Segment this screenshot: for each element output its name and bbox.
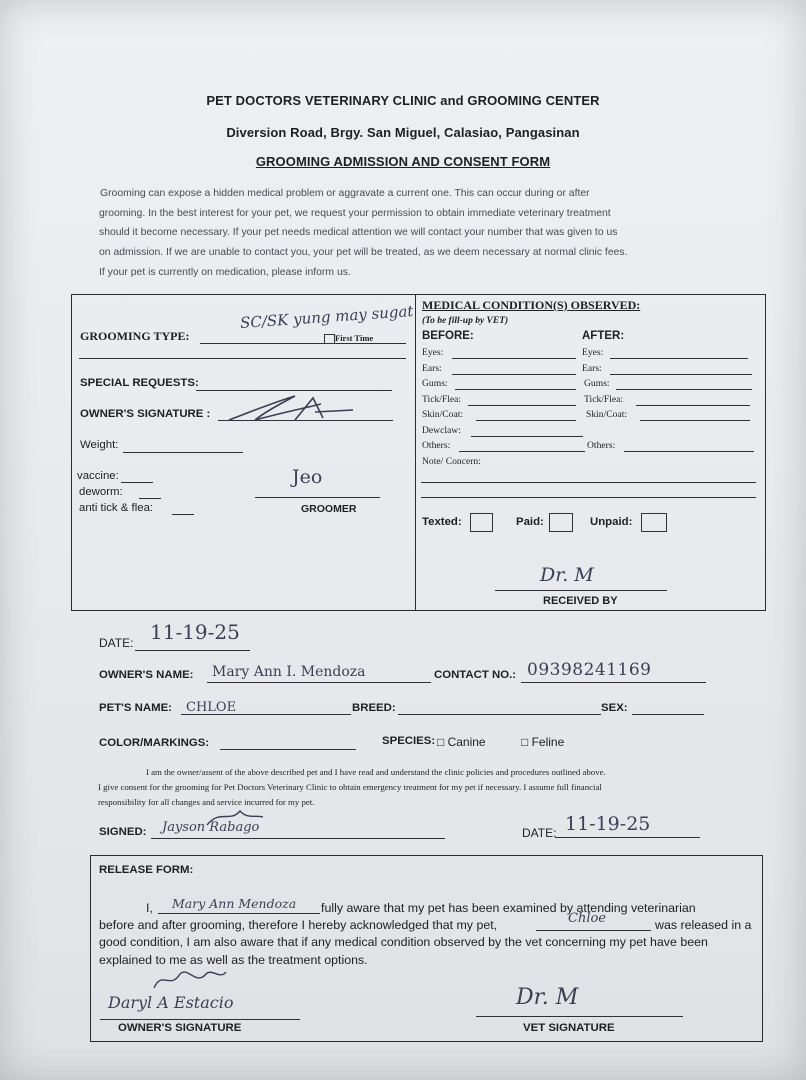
note-label: Note/ Concern: (422, 456, 481, 467)
release-title: RELEASE FORM: (99, 864, 194, 876)
contact-line (521, 682, 706, 683)
before-item: Eyes: (422, 347, 444, 358)
owner-release-line (100, 1019, 300, 1020)
after-item-line (640, 420, 750, 421)
feline-option[interactable]: □ Feline (521, 735, 565, 749)
clinic-name: PET DOCTORS VETERINARY CLINIC and GROOMING CENTER (206, 93, 600, 108)
intro-line: should it become necessary. If your pet needs medical attention we will contact your number that was given to us (99, 227, 618, 238)
unpaid-label: Unpaid: (590, 516, 633, 528)
release-pet-line (536, 930, 651, 931)
groomer-line (255, 497, 380, 498)
consent-line: I give consent for the grooming for Pet Doctors Veterinary Clinic to obtain emergency treatment for my pet if necessary. I assume full financial (98, 782, 602, 792)
first-time-label: First Time (335, 333, 374, 343)
vet-signature-line (476, 1016, 683, 1017)
sex-label: SEX: (601, 702, 628, 714)
medical-subtitle: (To be fill-up by VET) (422, 316, 509, 326)
after-item: Gums: (584, 378, 610, 389)
grooming-type-label: GROOMING TYPE: (80, 329, 190, 343)
intro-line: If your pet is currently on medication, please inform us. (99, 267, 351, 278)
release-pet-value: Chloe (568, 911, 606, 926)
release-line2b: was released in a (655, 918, 752, 932)
clinic-address: Diversion Road, Brgy. San Miguel, Calasiao, Pangasinan (226, 125, 580, 140)
weight-line (123, 452, 243, 453)
before-item-line (476, 420, 576, 421)
received-signature: Dr. M (540, 564, 594, 586)
box-divider (415, 294, 416, 610)
release-line3: good condition, I am also aware that if any medical condition observed by the vet concerning my pet have been (99, 935, 708, 949)
signed-date-label: DATE: (522, 826, 557, 840)
vaccine-label: vaccine: (77, 470, 119, 482)
form-title: GROOMING ADMISSION AND CONSENT FORM (255, 154, 551, 169)
canine-option[interactable]: □ Canine (437, 735, 486, 749)
release-line1: fully aware that my pet has been examined by attending veterinarian (321, 901, 696, 915)
after-item: Others: (587, 440, 616, 451)
before-item: Dewclaw: (422, 425, 461, 436)
before-item-line (459, 451, 585, 452)
release-owner-value: Mary Ann Mendoza (172, 896, 297, 911)
date-value: 11-19-25 (150, 620, 240, 644)
owner-release-scribble (150, 964, 230, 994)
before-item: Skin/Coat: (422, 409, 464, 420)
after-item: Ears: (582, 363, 602, 374)
texted-text: Texted: (422, 516, 462, 528)
after-item: Eyes: (582, 347, 604, 358)
sex-line (632, 714, 704, 715)
deworm-line (139, 498, 161, 499)
intro-line: Grooming can expose a hidden medical problem or aggravate a current one. This can occur during or after (100, 188, 590, 199)
paid-checkbox[interactable] (549, 513, 573, 532)
release-line4: explained to me as well as the treatment options. (99, 953, 368, 967)
before-item-line (455, 389, 576, 390)
texted-checkbox[interactable] (470, 513, 493, 532)
vet-signature: Dr. M (516, 985, 579, 1010)
unpaid-checkbox[interactable] (641, 513, 667, 532)
after-item-line (610, 374, 752, 375)
before-item-line (452, 374, 576, 375)
pet-name-value: CHLOE (186, 700, 237, 715)
texted-label (422, 516, 462, 528)
release-line2a: before and after grooming, therefore I hereby acknowledged that my pet, (99, 918, 498, 932)
before-item: Others: (422, 440, 451, 451)
grooming-type-line (200, 343, 406, 344)
intro-line: on admission. If we are unable to contact you, your pet will be treated, as we deem necessary at normal clinic fees. (99, 247, 628, 258)
received-by-label: RECEIVED BY (543, 595, 618, 607)
breed-line (398, 714, 601, 715)
release-owner-line (158, 913, 320, 914)
grooming-type-value: SC/SK yung may sugat (239, 301, 414, 333)
signed-label: SIGNED: (99, 826, 147, 838)
owner-name-value: Mary Ann I. Mendoza (212, 664, 366, 680)
vet-signature-label: VET SIGNATURE (523, 1022, 615, 1034)
consent-line: I am the owner/assent of the above described pet and I have read and understand the clinic policies and procedures outlined above. (146, 767, 606, 777)
grooming-extra-line (79, 358, 406, 359)
after-label: AFTER: (582, 330, 625, 342)
owner-release-signature: Daryl A Estacio (108, 993, 234, 1012)
special-requests-label: SPECIAL REQUESTS: (80, 377, 199, 389)
groomer-label: GROOMER (301, 503, 357, 515)
after-item: Skin/Coat: (586, 409, 628, 420)
received-line (495, 590, 667, 591)
before-item: Ears: (422, 363, 442, 374)
pet-name-label: PET'S NAME: (99, 702, 172, 714)
after-item-line (636, 405, 750, 406)
before-item-line (452, 358, 576, 359)
release-i: I, (146, 901, 153, 915)
signed-value: Jayson Rabago (162, 820, 260, 835)
species-label: SPECIES: (382, 735, 436, 747)
after-item-line (616, 389, 752, 390)
breed-label: BREED: (352, 702, 396, 714)
anti-tick-line (172, 514, 194, 515)
before-item-line (468, 405, 576, 406)
date-label: DATE: (99, 636, 134, 650)
signed-line (151, 838, 445, 839)
owner-name-line (207, 682, 431, 683)
before-label: BEFORE: (422, 330, 474, 342)
color-line (220, 749, 356, 750)
owner-signature-scribble (225, 390, 355, 430)
contact-label: CONTACT NO.: (434, 669, 517, 681)
after-item-line (624, 451, 754, 452)
consent-line: responsibility for all changes and service incurred for my pet. (98, 797, 315, 807)
signed-date-value: 11-19-25 (565, 813, 651, 835)
groomer-name: Jeo (292, 466, 323, 488)
weight-label: Weight: (80, 439, 119, 451)
owner-signature-label: OWNER'S SIGNATURE : (80, 408, 211, 420)
vaccine-line (121, 482, 153, 483)
after-item-line (610, 358, 748, 359)
contact-value: 09398241169 (527, 660, 652, 680)
color-label: COLOR/MARKINGS: (99, 737, 210, 749)
before-item: Tick/Flea: (422, 394, 462, 405)
medical-title: MEDICAL CONDITION(S) OBSERVED: (422, 298, 641, 312)
first-time-checkbox[interactable] (324, 334, 335, 344)
after-item: Tick/Flea: (584, 394, 624, 405)
anti-tick-label: anti tick & flea: (79, 502, 154, 514)
before-item-line (471, 436, 583, 437)
paid-label: Paid: (516, 516, 544, 528)
intro-line: grooming. In the best interest for your pet, we request your permission to obtain immediate veterinary treatment (99, 208, 611, 219)
signed-scribble (205, 805, 265, 829)
signed-date-line (555, 837, 700, 838)
date-line (135, 650, 250, 651)
note-line (421, 497, 756, 498)
owner-release-label: OWNER'S SIGNATURE (118, 1022, 242, 1034)
pet-name-line (181, 714, 351, 715)
before-item: Gums: (422, 378, 448, 389)
deworm-label: deworm: (79, 486, 123, 498)
owner-name-label: OWNER'S NAME: (99, 669, 194, 681)
note-line (421, 482, 756, 483)
